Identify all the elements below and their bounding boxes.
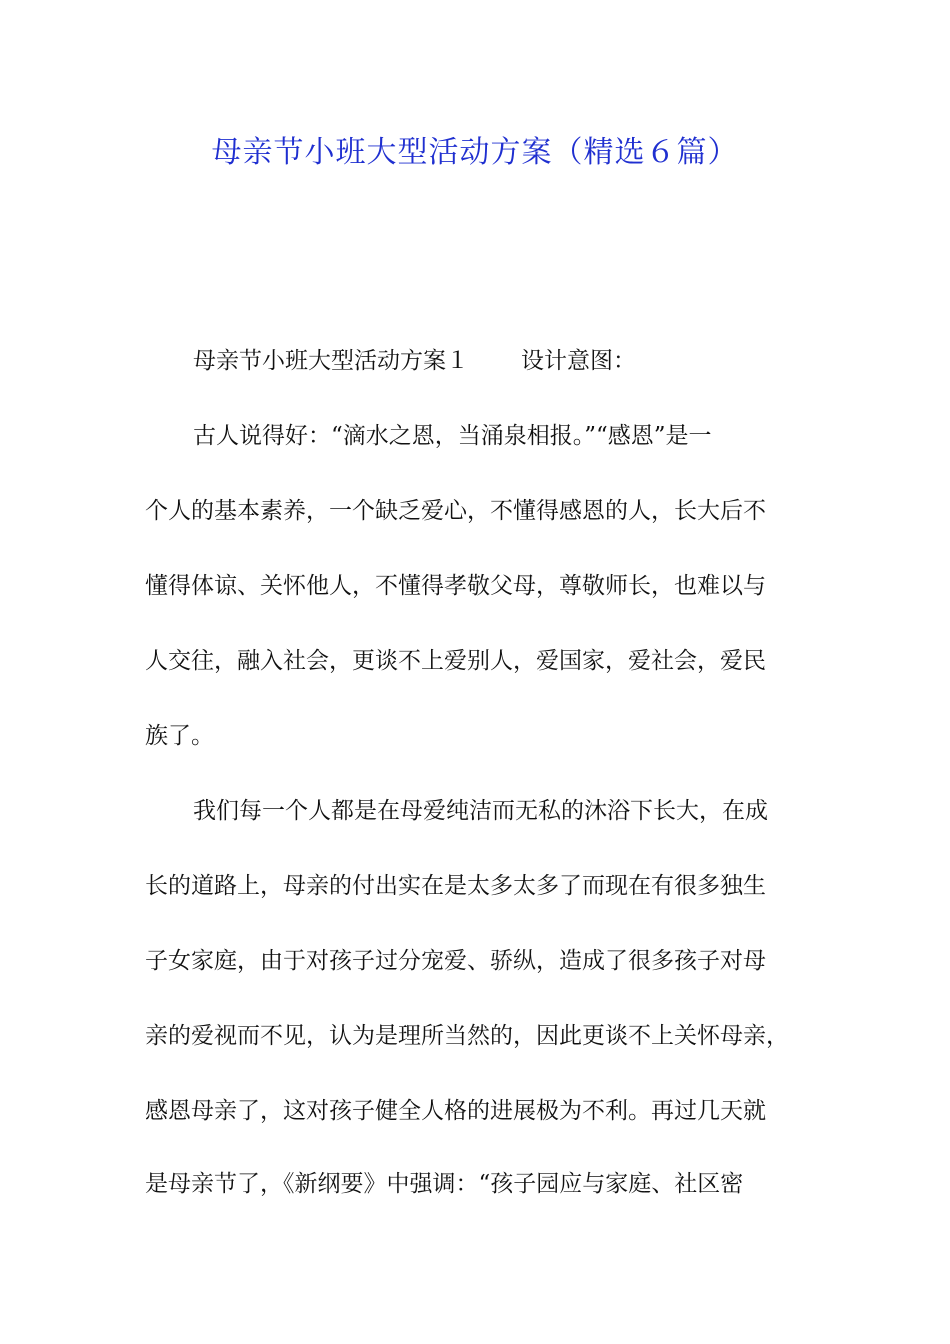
- section-heading: 母亲节小班大型活动方案１: [193, 348, 469, 374]
- text-line: 亲的爱视而不见，认为是理所当然的，因此更谈不上关怀母亲，: [145, 1023, 789, 1049]
- text-line: 人交往，融入社会，更谈不上爱别人，爱国家，爱社会，爱民: [145, 648, 766, 674]
- subsection-label: 设计意图：: [521, 348, 636, 374]
- text-line: 是母亲节了，《新纲要》中强调：“孩子园应与家庭、社区密: [145, 1171, 744, 1197]
- text-line: 长的道路上，母亲的付出实在是太多太多了而现在有很多独生: [145, 873, 766, 899]
- text-line: 子女家庭，由于对孩子过分宠爱、骄纵，造成了很多孩子对母: [145, 948, 766, 974]
- text-line: 懂得体谅、关怀他人，不懂得孝敬父母，尊敬师长，也难以与: [145, 573, 766, 599]
- document-title: 母亲节小班大型活动方案（精选６篇）: [211, 135, 739, 170]
- text-line: 个人的基本素养，一个缺乏爱心，不懂得感恩的人，长大后不: [145, 498, 766, 524]
- text-line: 族了。: [145, 723, 214, 749]
- text-line: 感恩母亲了，这对孩子健全人格的进展极为不利。再过几天就: [145, 1098, 766, 1124]
- paragraph-heading-line: [193, 341, 636, 381]
- text-line: 我们每一个人都是在母爱纯洁而无私的沐浴下长大，在成: [193, 798, 768, 824]
- text-line: 古人说得好：“滴水之恩，当涌泉相报。”“感恩”是一: [193, 423, 712, 449]
